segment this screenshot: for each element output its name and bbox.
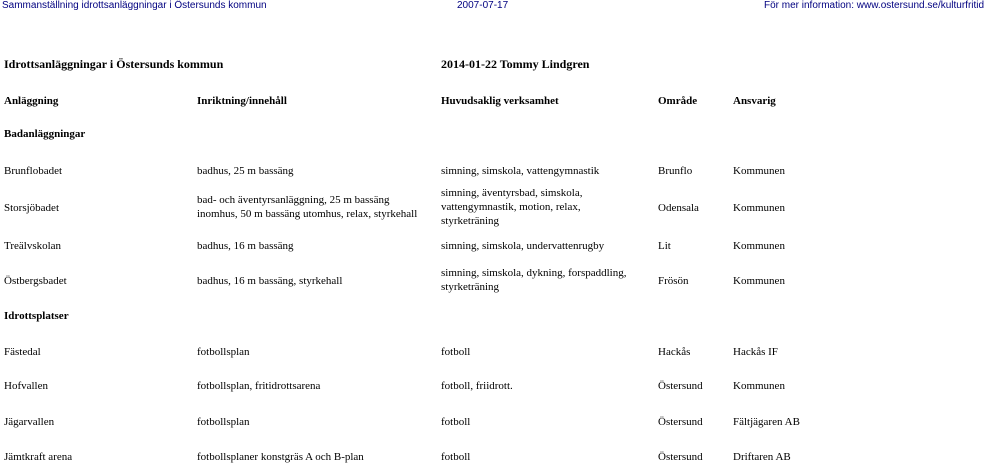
cell-area: Östersund xyxy=(658,380,703,392)
cell-responsible: Driftaren AB xyxy=(733,451,791,463)
cell-facility: Fästedal xyxy=(4,346,41,358)
column-header-responsible: Ansvarig xyxy=(733,95,776,107)
cell-activity: fotboll, friidrott. xyxy=(441,380,513,392)
document-date-author: 2014-01-22 Tommy Lindgren xyxy=(441,57,590,71)
header-date: 2007-07-17 xyxy=(457,0,509,11)
column-header-content: Inriktning/innehåll xyxy=(197,95,287,107)
cell-responsible: Fältjägaren AB xyxy=(733,416,800,428)
cell-responsible: Hackås IF xyxy=(733,346,778,358)
cell-responsible: Kommunen xyxy=(733,275,785,287)
cell-content: badhus, 16 m bassäng, styrkehall xyxy=(197,275,343,287)
column-header-area: Område xyxy=(658,95,698,107)
cell-facility: Jägarvallen xyxy=(4,416,55,428)
cell-activity: simning, äventyrsbad, simskola, vattengymnastik, motion, relax, styrketräning xyxy=(441,187,583,227)
cell-area: Brunflo xyxy=(658,165,693,177)
header-title: Sammanställning idrottsanläggningar i Östersunds kommun xyxy=(2,0,267,11)
cell-activity: simning, simskola, undervattenrugby xyxy=(441,240,605,252)
cell-content: badhus, 25 m bassäng xyxy=(197,165,294,177)
cell-responsible: Kommunen xyxy=(733,240,785,252)
cell-activity: fotboll xyxy=(441,451,471,463)
cell-content: fotbollsplan xyxy=(197,346,250,358)
cell-content: fotbollsplan, fritidrottsarena xyxy=(197,380,321,392)
cell-responsible: Kommunen xyxy=(733,380,785,392)
page-header-bar xyxy=(0,0,984,14)
cell-content: badhus, 16 m bassäng xyxy=(197,240,294,252)
cell-responsible: Kommunen xyxy=(733,165,785,177)
header-info-link[interactable]: För mer information: www.ostersund.se/kulturfritid xyxy=(764,0,984,11)
cell-facility: Östbergsbadet xyxy=(4,275,67,287)
cell-area: Odensala xyxy=(658,202,699,214)
cell-area: Hackås xyxy=(658,346,691,358)
cell-area: Östersund xyxy=(658,416,703,428)
cell-facility: Treälvskolan xyxy=(4,240,62,252)
cell-facility: Brunflobadet xyxy=(4,165,63,177)
section-title-bath-facilities: Badanläggningar xyxy=(4,128,86,140)
column-header-activity: Huvudsaklig verksamhet xyxy=(441,95,559,107)
cell-facility: Jämtkraft arena xyxy=(4,451,73,463)
document-title: Idrottsanläggningar i Östersunds kommun xyxy=(4,57,224,71)
cell-area: Östersund xyxy=(658,451,703,463)
cell-facility: Hofvallen xyxy=(4,380,48,392)
cell-activity: fotboll xyxy=(441,416,471,428)
cell-activity: simning, simskola, vattengymnastik xyxy=(441,165,600,177)
cell-content: fotbollsplan xyxy=(197,416,250,428)
cell-area: Lit xyxy=(658,240,671,252)
cell-content: bad- och äventyrsanläggning, 25 m bassäng inomhus, 50 m bassäng utomhus, relax, styrkehall xyxy=(197,194,418,220)
section-title-sports-grounds: Idrottsplatser xyxy=(4,310,69,322)
cell-activity: fotboll xyxy=(441,346,471,358)
cell-responsible: Kommunen xyxy=(733,202,785,214)
cell-facility: Storsjöbadet xyxy=(4,202,59,214)
cell-area: Frösön xyxy=(658,275,689,287)
cell-activity: simning, simskola, dykning, forspaddling, styrketräning xyxy=(441,267,627,293)
cell-content: fotbollsplaner konstgräs A och B-plan xyxy=(197,451,364,463)
column-header-facility: Anläggning xyxy=(4,95,59,107)
